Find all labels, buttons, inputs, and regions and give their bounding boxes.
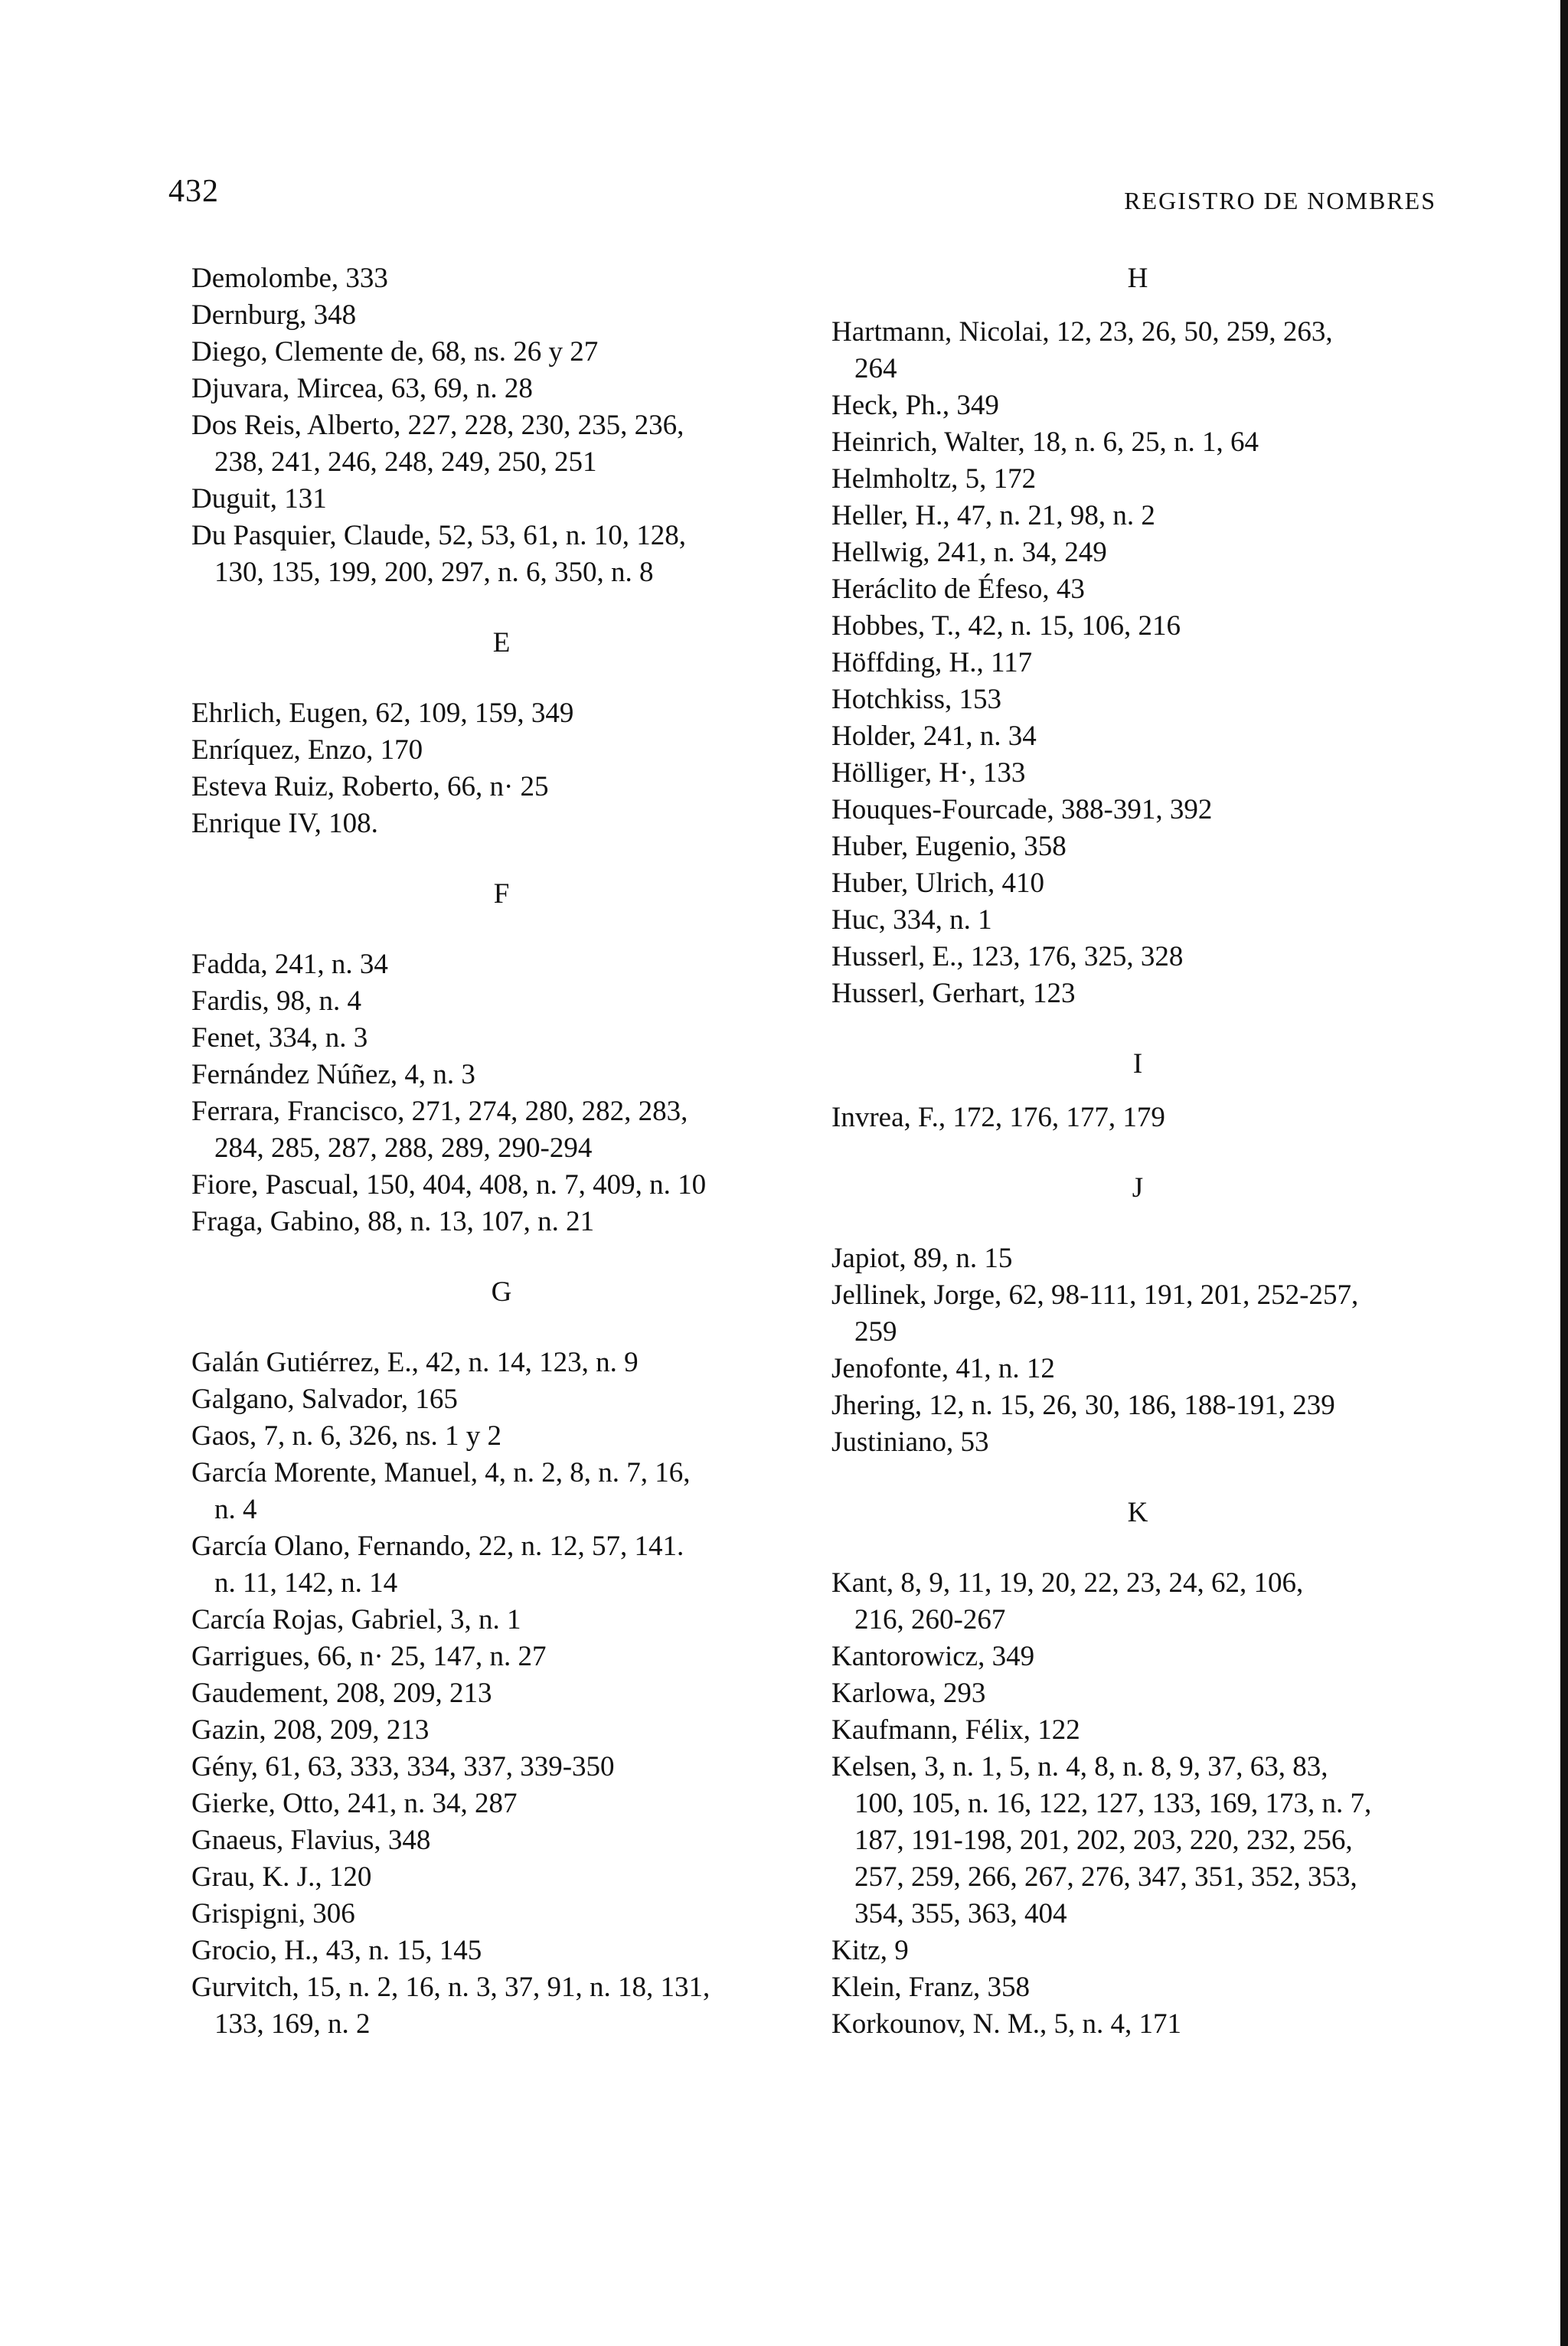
index-entry: Fiore, Pascual, 150, 404, 408, n. 7, 409, n. 10 (191, 1169, 707, 1201)
index-entry: Gaos, 7, n. 6, 326, ns. 1 y 2 (191, 1420, 501, 1452)
index-entry: Hartmann, Nicolai, 12, 23, 26, 50, 259, 263, (831, 316, 1333, 348)
index-entry: Jellinek, Jorge, 62, 98-111, 191, 201, 252-257, (831, 1279, 1359, 1311)
index-entry: Helmholtz, 5, 172 (831, 463, 1037, 495)
index-entry: Kant, 8, 9, 11, 19, 20, 22, 23, 24, 62, 106, (831, 1567, 1304, 1599)
index-entry: García Olano, Fernando, 22, n. 12, 57, 141. (191, 1531, 684, 1562)
index-entry: Grocio, H., 43, n. 15, 145 (191, 1935, 482, 1966)
index-entry: Du Pasquier, Claude, 52, 53, 61, n. 10, 128, (191, 520, 686, 551)
index-entry: Heller, H., 47, n. 21, 98, n. 2 (831, 500, 1155, 531)
index-entry: Kaufmann, Félix, 122 (831, 1714, 1080, 1746)
index-entry: Enríquez, Enzo, 170 (191, 734, 423, 766)
index-entry-continuation: n. 4 (214, 1494, 257, 1525)
index-entry: Heinrich, Walter, 18, n. 6, 25, n. 1, 64 (831, 426, 1259, 458)
index-entry: Diego, Clemente de, 68, ns. 26 y 27 (191, 336, 599, 368)
index-entry: Gazin, 208, 209, 213 (191, 1714, 430, 1746)
index-entry: Gnaeus, Flavius, 348 (191, 1825, 431, 1856)
section-letter-g: G (491, 1276, 512, 1308)
index-entry: Kelsen, 3, n. 1, 5, n. 4, 8, n. 8, 9, 37, 63, 83, (831, 1751, 1328, 1782)
running-head: REGISTRO DE NOMBRES (1124, 187, 1436, 214)
index-entry-continuation: 187, 191-198, 201, 202, 203, 220, 232, 256, (854, 1825, 1353, 1856)
index-entry: Gaudement, 208, 209, 213 (191, 1678, 492, 1709)
section-letter-j: J (1132, 1172, 1144, 1204)
index-entry: Galgano, Salvador, 165 (191, 1384, 458, 1415)
index-entry: Fadda, 241, n. 34 (191, 949, 388, 980)
index-entry: Enrique IV, 108. (191, 808, 378, 839)
index-entry: Gierke, Otto, 241, n. 34, 287 (191, 1788, 518, 1819)
index-entry: Fenet, 334, n. 3 (191, 1022, 368, 1054)
index-entry: Duguit, 131 (191, 483, 327, 515)
index-entry: Heráclito de Éfeso, 43 (831, 573, 1085, 605)
index-entry: Djuvara, Mircea, 63, 69, n. 28 (191, 373, 533, 404)
index-entry: Grispigni, 306 (191, 1898, 355, 1929)
index-entry: Garrigues, 66, n· 25, 147, n. 27 (191, 1641, 547, 1672)
index-entry-continuation: 257, 259, 266, 267, 276, 347, 351, 352, 353, (854, 1861, 1357, 1893)
index-entry-continuation: 133, 169, n. 2 (214, 2008, 371, 2040)
index-entry: Hobbes, T., 42, n. 15, 106, 216 (831, 610, 1181, 642)
index-entry: Hotchkiss, 153 (831, 684, 1001, 715)
section-letter-e: E (492, 627, 511, 658)
index-entry: Gény, 61, 63, 333, 334, 337, 339-350 (191, 1751, 615, 1782)
index-entry-continuation: 100, 105, n. 16, 122, 127, 133, 169, 173, n. 7, (854, 1788, 1372, 1819)
index-entry: Grau, K. J., 120 (191, 1861, 372, 1893)
index-entry: Karlowa, 293 (831, 1678, 986, 1709)
right-column (831, 260, 1444, 2043)
index-entry: Klein, Franz, 358 (831, 1972, 1030, 2003)
index-entry: Gurvitch, 15, n. 2, 16, n. 3, 37, 91, n. 18, 131, (191, 1972, 710, 2003)
index-entry: García Morente, Manuel, 4, n. 2, 8, n. 7, 16, (191, 1457, 691, 1488)
index-entry: Dos Reis, Alberto, 227, 228, 230, 235, 236, (191, 410, 684, 441)
index-entry: Holder, 241, n. 34 (831, 720, 1037, 752)
index-entry: Houques-Fourcade, 388-391, 392 (831, 794, 1213, 825)
index-entry: Huber, Ulrich, 410 (831, 867, 1045, 899)
index-entry: Kantorowicz, 349 (831, 1641, 1035, 1672)
index-entry-continuation: 284, 285, 287, 288, 289, 290-294 (214, 1132, 593, 1164)
index-entry: Ehrlich, Eugen, 62, 109, 159, 349 (191, 698, 574, 729)
index-entry: Demolombe, 333 (191, 263, 388, 294)
index-entry: Carcía Rojas, Gabriel, 3, n. 1 (191, 1604, 521, 1635)
index-entry: Jenofonte, 41, n. 12 (831, 1353, 1055, 1384)
index-entry: Justiniano, 53 (831, 1426, 989, 1458)
index-entry: Huber, Eugenio, 358 (831, 831, 1067, 862)
scan-edge (1560, 0, 1568, 2346)
index-entry: Husserl, Gerhart, 123 (831, 978, 1076, 1009)
index-entry: Höffding, H., 117 (831, 647, 1033, 678)
index-entry: Hellwig, 241, n. 34, 249 (831, 537, 1107, 568)
index-entry-continuation: 264 (854, 353, 897, 384)
index-entry: Husserl, E., 123, 176, 325, 328 (831, 941, 1184, 972)
section-letter-f: F (493, 878, 510, 910)
index-entry: Hölliger, H·, 133 (831, 757, 1026, 789)
index-entry: Heck, Ph., 349 (831, 390, 999, 421)
section-letter-h: H (1127, 263, 1148, 294)
left-column (191, 260, 812, 2043)
index-entry: Fardis, 98, n. 4 (191, 985, 361, 1017)
index-entry: Korkounov, N. M., 5, n. 4, 171 (831, 2008, 1182, 2040)
index-entry: Galán Gutiérrez, E., 42, n. 14, 123, n. 9 (191, 1347, 639, 1378)
index-entry-continuation: n. 11, 142, n. 14 (214, 1567, 398, 1599)
section-letter-k: K (1127, 1497, 1148, 1528)
index-entry-continuation: 238, 241, 246, 248, 249, 250, 251 (214, 446, 597, 478)
index-entry-continuation: 130, 135, 199, 200, 297, n. 6, 350, n. 8 (214, 557, 654, 588)
index-entry: Japiot, 89, n. 15 (831, 1243, 1013, 1274)
index-entry: Fernández Núñez, 4, n. 3 (191, 1059, 475, 1090)
page-number: 432 (168, 174, 219, 209)
index-entry: Invrea, F., 172, 176, 177, 179 (831, 1102, 1165, 1133)
index-entry-continuation: 259 (854, 1316, 897, 1348)
section-letter-i: I (1132, 1048, 1143, 1080)
index-entry-continuation: 216, 260-267 (854, 1604, 1006, 1635)
index-entry-continuation: 354, 355, 363, 404 (854, 1898, 1067, 1929)
index-entry: Dernburg, 348 (191, 299, 357, 331)
index-entry: Esteva Ruiz, Roberto, 66, n· 25 (191, 771, 549, 802)
index-entry: Kitz, 9 (831, 1935, 909, 1966)
index-entry: Huc, 334, n. 1 (831, 904, 992, 936)
index-entry: Jhering, 12, n. 15, 26, 30, 186, 188-191, 239 (831, 1390, 1335, 1421)
index-entry: Ferrara, Francisco, 271, 274, 280, 282, 283, (191, 1096, 688, 1127)
index-entry: Fraga, Gabino, 88, n. 13, 107, n. 21 (191, 1206, 595, 1237)
